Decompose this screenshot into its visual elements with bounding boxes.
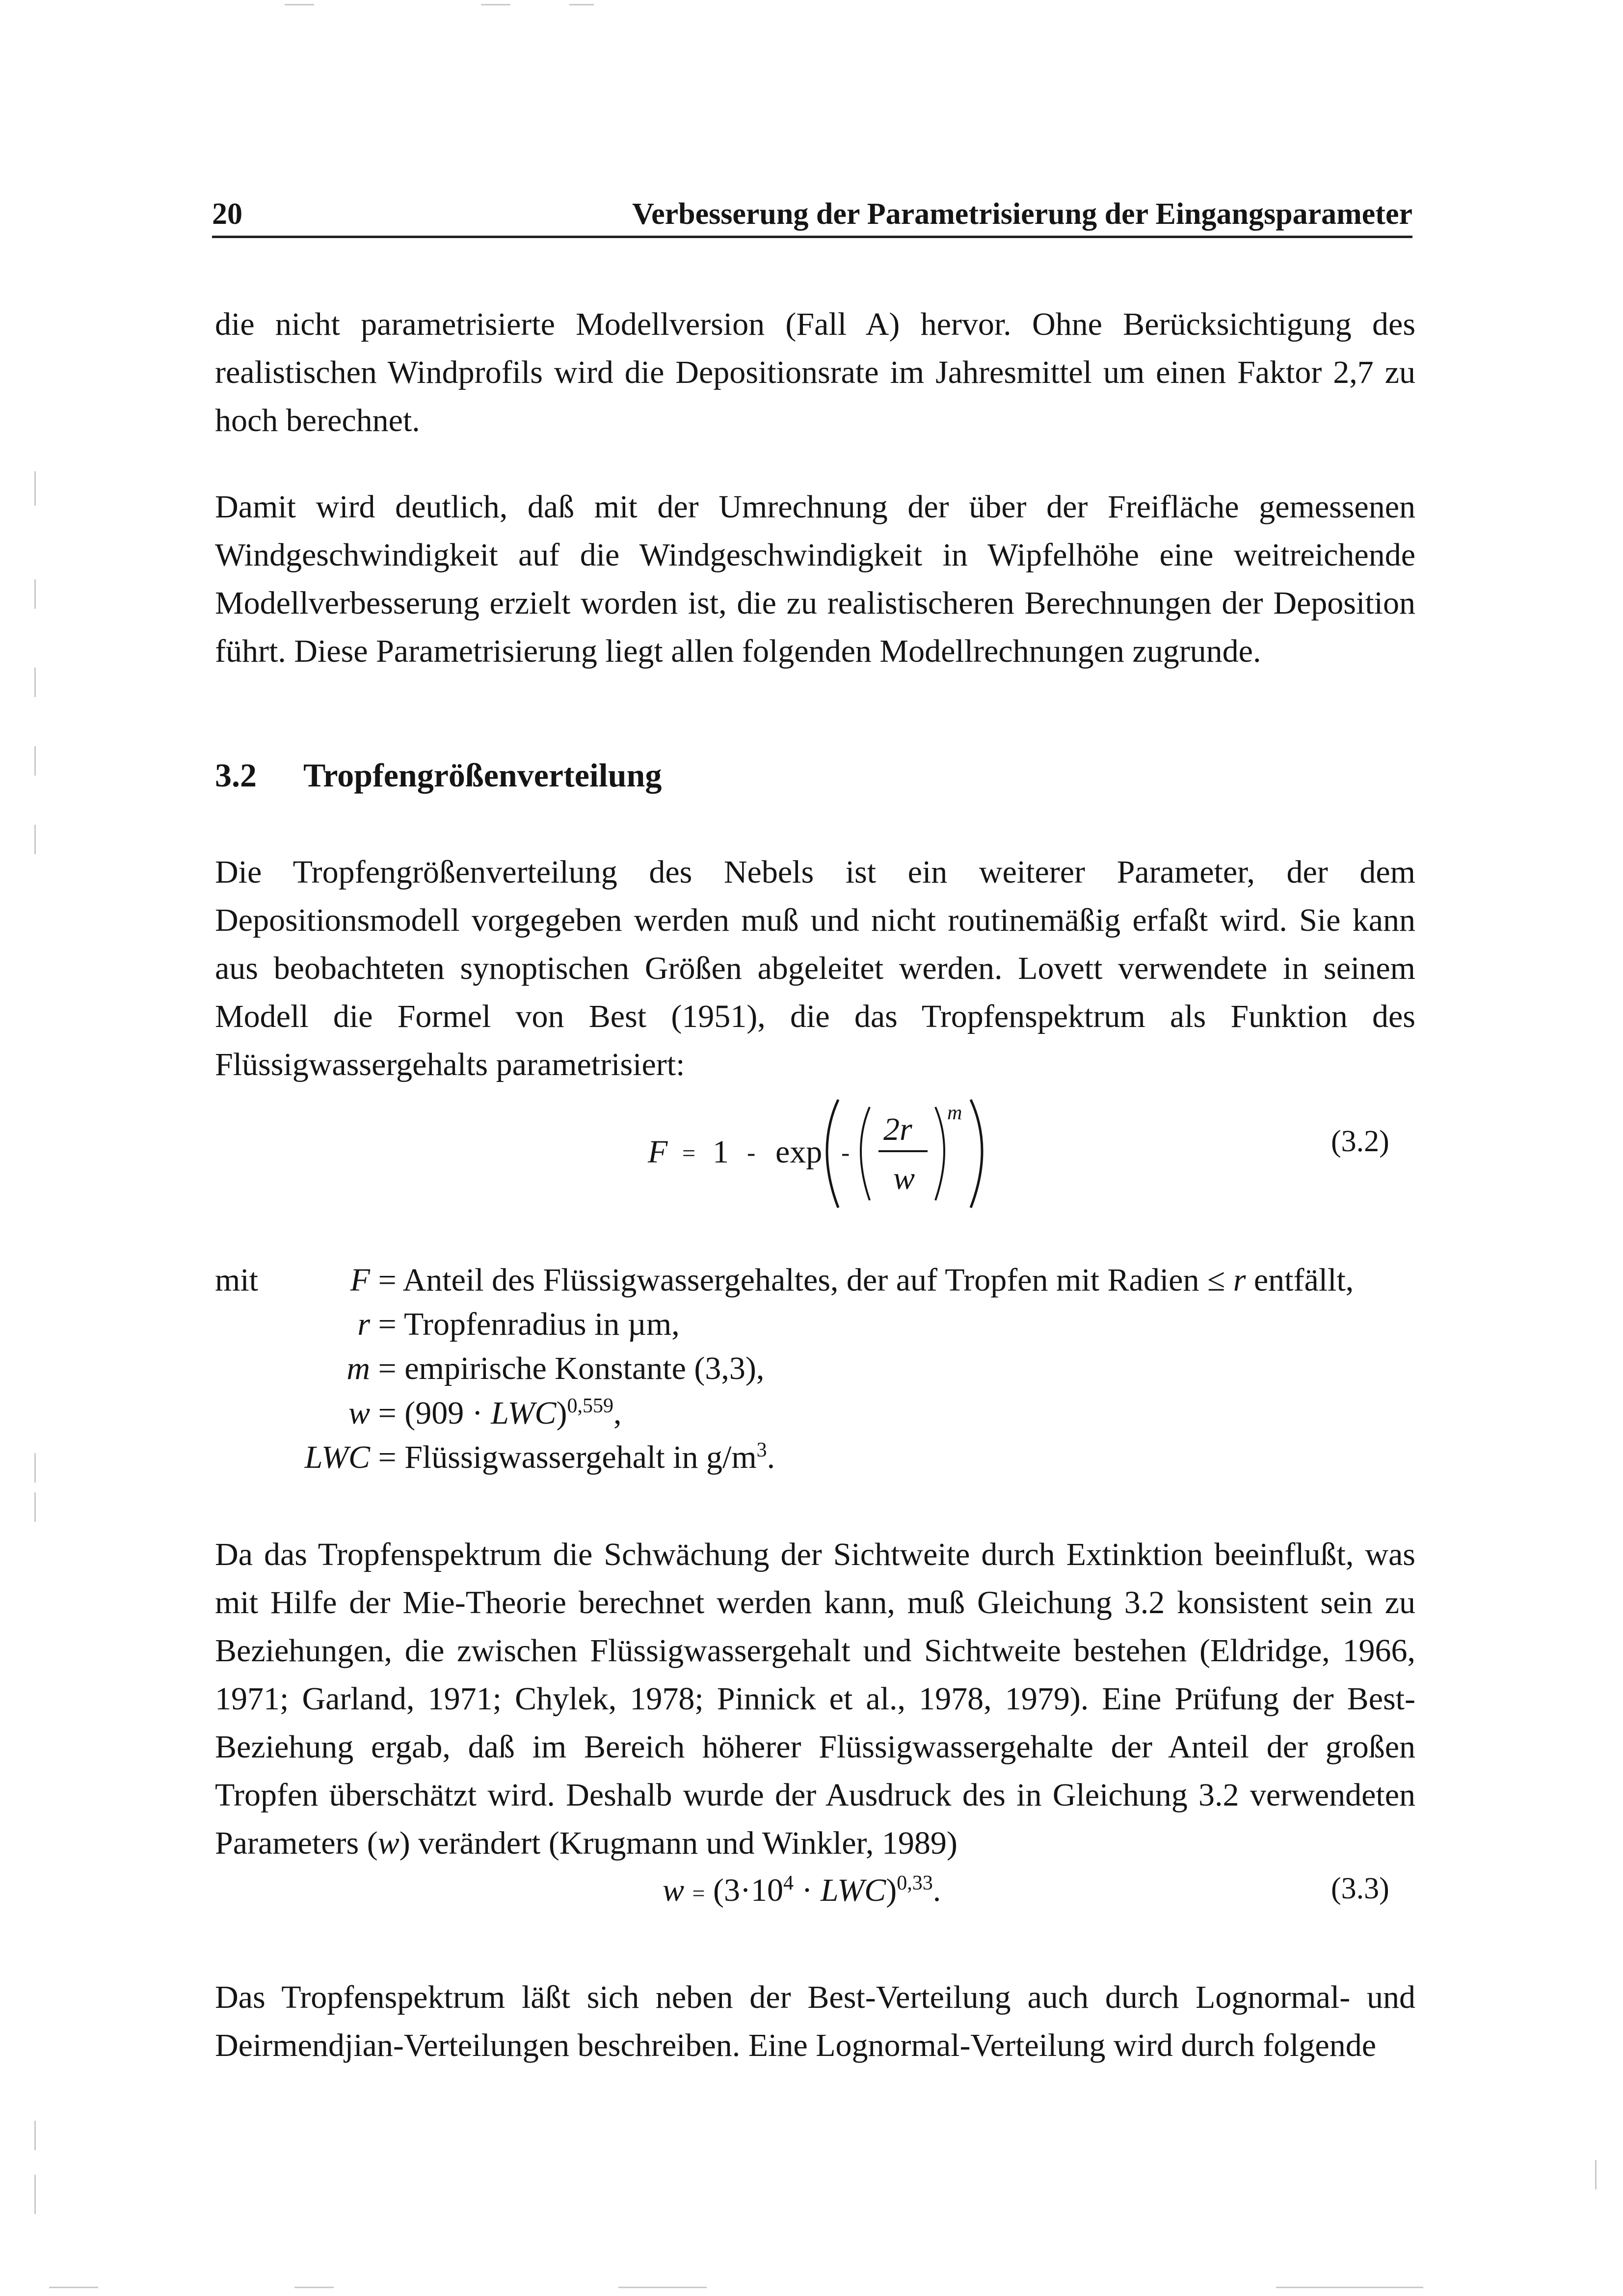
scan-mark (34, 2121, 36, 2150)
eq33-lwc: LWC (820, 1872, 886, 1908)
eq33-exp: 4 (783, 1872, 794, 1894)
def-symbol: w (348, 1395, 370, 1431)
scan-mark (1276, 2287, 1423, 2288)
scan-mark (34, 471, 36, 506)
header-title: Verbesserung der Parametrisierung der Eingangsparameter (632, 197, 1412, 231)
def-text: = Anteil des Flüssigwassergehaltes, der auf Tropfen mit Radien ≤ (370, 1262, 1233, 1298)
eq33-power: 0,33 (897, 1872, 933, 1894)
eq-equals: = (682, 1140, 696, 1166)
definition-m (338, 1350, 764, 1387)
equation-3-3-formula (663, 1871, 941, 1909)
definition-r (338, 1306, 680, 1343)
equation-label-3-2: (3.2) (1331, 1125, 1389, 1158)
def-symbol: m (346, 1351, 370, 1386)
scan-mark (294, 2287, 334, 2288)
outer-paren-right (971, 1100, 982, 1208)
scan-mark (34, 668, 36, 697)
scan-mark (34, 825, 36, 854)
running-header (212, 191, 1412, 238)
scan-mark (34, 746, 36, 776)
def-text-end: entfällt, (1246, 1262, 1354, 1298)
scan-mark (285, 4, 314, 5)
def-text: = (909 · (370, 1395, 491, 1431)
outer-paren-left (827, 1100, 838, 1208)
scan-mark (34, 579, 36, 609)
scan-mark (34, 2175, 36, 2214)
paragraph-4-end: ) verändert (Krugmann und Winkler, 1989) (399, 1825, 958, 1861)
eq33-equals: = (692, 1881, 705, 1906)
paragraph-4-text: Da das Tropfenspektrum die Schwächung der Sichtweite durch Extinktion beeinflußt, was mit Hilfe der Mie-Theorie berechnet werden kann, muß Gleichung 3.2 konsistent sein zu Beziehungen, die zwischen Flüssigwassergehalt und Sichtweite bestehen (Eldridge, 1966, 1971; Garland, 1971; Chylek, 1978; Pinnick et al., 1978, 1979). Eine Prüfung der Best-Beziehung ergab, daß im Bereich höherer Flüssigwassergehalte der Anteil der großen Tropfen überschätzt wird. Deshalb wurde der Ausdruck des in Gleichung 3.2 verwendeten Parameters (215, 1537, 1415, 1861)
eq33-lhs: w (663, 1872, 685, 1908)
eq-one: 1 (713, 1134, 729, 1170)
def-symbol: F (350, 1262, 370, 1298)
eq-lhs-F: F (648, 1134, 668, 1170)
scan-mark (1595, 2160, 1596, 2189)
scan-mark (34, 1453, 36, 1483)
def-text: = empirische Konstante (3,3), (370, 1351, 765, 1386)
section-heading (215, 756, 662, 795)
eq33-close: ) (886, 1872, 897, 1908)
def-superscript: 0,559 (567, 1395, 613, 1417)
eq-neg: - (841, 1139, 850, 1167)
scan-mark (569, 4, 594, 5)
definition-intro: mit (215, 1262, 259, 1298)
def-text-end: , (613, 1395, 622, 1431)
eq-power-m: m (947, 1102, 962, 1124)
eq-numerator: 2r (883, 1111, 912, 1147)
paragraph-4-var: w (377, 1825, 399, 1861)
definition-w (338, 1394, 621, 1432)
scan-mark (49, 2287, 98, 2288)
definition-F (338, 1262, 1354, 1299)
def-superscript: 3 (756, 1439, 767, 1461)
inner-paren-left (861, 1107, 870, 1200)
eq33-open: (3·10 (713, 1872, 783, 1908)
equation-label-3-3: (3.3) (1331, 1872, 1389, 1905)
eq-denominator: w (893, 1161, 915, 1196)
equation-3-2-formula (633, 1080, 1006, 1217)
section-title: Tropfengrößenverteilung (303, 756, 662, 794)
scan-mark (481, 4, 510, 5)
eq33-dot: · (793, 1872, 821, 1908)
page-number: 20 (212, 197, 242, 231)
eq-minus: - (747, 1139, 756, 1167)
paragraph-3: Die Tropfengrößenverteilung des Nebels ist ein weiterer Parameter, der dem Depositionsmodell vorgegeben werden muß und nicht routinemäßig erfaßt wird. Sie kann aus beobachteten synoptischen Größen abgeleitet werden. Lovett verwendete in seinem Modell die Formel von Best (1951), die das Tropfenspektrum als Funktion des Flüssigwassergehalts parametrisiert: (215, 854, 1415, 1082)
inner-paren-right (935, 1107, 944, 1200)
def-symbol-lwc: LWC (491, 1395, 557, 1431)
def-symbol-r: r (1233, 1262, 1246, 1298)
section-number: 3.2 (215, 756, 257, 794)
paragraph-2: Damit wird deutlich, daß mit der Umrechnung der über der Freifläche gemessenen Windgeschwindigkeit auf die Windgeschwindigkeit in Wipfelhöhe eine weitreichende Modellverbesserung erzielt worden ist, die zu realistischeren Berechnungen der Deposition führt. Diese Parametrisierung liegt allen folgenden Modellrechnungen zugrunde. (215, 489, 1415, 669)
paragraph-5: Das Tropfenspektrum läßt sich neben der Best-Verteilung auch durch Lognormal- und Deirmendjian-Verteilungen beschreiben. Eine Lognormal-Verteilung wird durch folgende (215, 1979, 1415, 2063)
definition-LWC (296, 1438, 775, 1476)
eq-exp: exp (775, 1134, 823, 1170)
paragraph-1: die nicht parametrisierte Modellversion (Fall A) hervor. Ohne Berücksichtigung des realistischen Windprofils wird die Depositionsrate im Jahresmittel um einen Faktor 2,7 zu hoch berechnet. (215, 306, 1415, 438)
scan-mark (618, 2287, 707, 2288)
def-text: = Flüssigwassergehalt in g/m (370, 1439, 757, 1475)
eq33-end: . (932, 1872, 941, 1908)
scan-mark (34, 1492, 36, 1522)
def-symbol: r (357, 1306, 370, 1342)
paragraph-4: Da das Tropfenspektrum die Schwächung der Sichtweite durch Extinktion beeinflußt, was mit Hilfe der Mie-Theorie berechnet werden kann, muß Gleichung 3.2 konsistent sein zu Beziehungen, die zwischen Flüssigwassergehalt und Sichtweite bestehen (Eldridge, 1966, 1971; Garland, 1971; Chylek, 1978; Pinnick et al., 1978, 1979). Eine Prüfung der Best-Beziehung ergab, daß im Bereich höherer Flüssigwassergehalte der Anteil der großen Tropfen überschätzt wird. Deshalb wurde der Ausdruck des in Gleichung 3.2 verwendeten Parameters (w) verändert (Krugmann und Winkler, 1989) (215, 1537, 1415, 1861)
def-text: = Tropfenradius in µm, (370, 1306, 680, 1342)
def-symbol: LWC (304, 1439, 370, 1475)
def-text-end: . (767, 1439, 775, 1475)
def-text-mid: ) (556, 1395, 567, 1431)
